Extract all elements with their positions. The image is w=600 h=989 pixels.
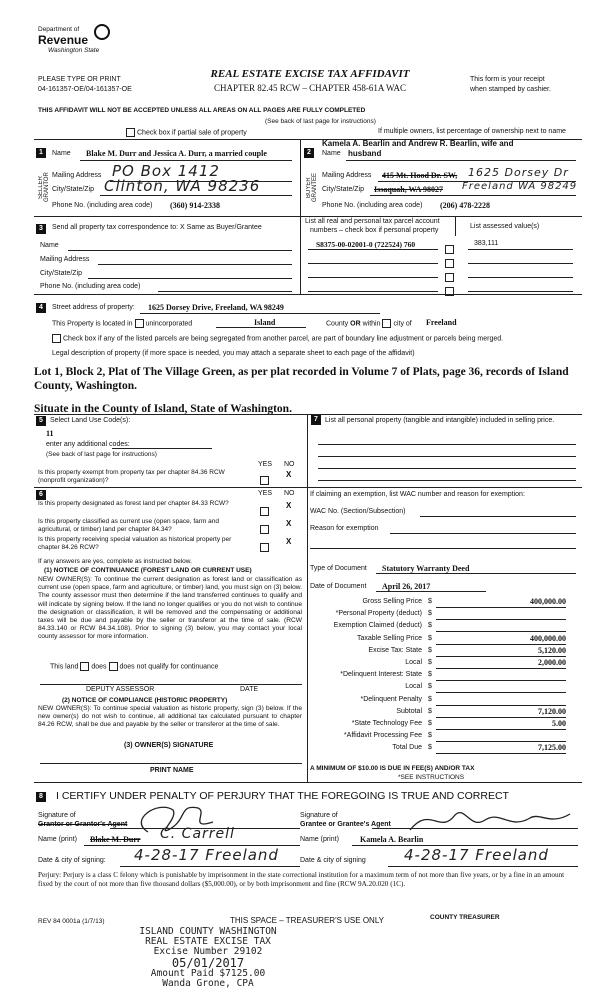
tax-row-currency: $ (428, 634, 432, 642)
tax-row-line (436, 668, 566, 669)
tax-row-line (436, 692, 566, 693)
s3-city-label: City/State/Zip (40, 270, 83, 277)
grantee-name-label: Name (print) (300, 836, 339, 843)
located-row (52, 319, 192, 328)
tax-row-currency: $ (428, 671, 432, 679)
tax-row-line (436, 753, 566, 754)
stamp-line: Wanda Grone, CPA (162, 978, 254, 989)
county-treasurer: COUNTY TREASURER (430, 914, 500, 921)
tax-row-label: *State Technology Fee (351, 720, 422, 727)
section-5-number: 5 (36, 416, 46, 426)
s5-see-back: (See back of last page for instructions) (46, 451, 157, 458)
tax-row-currency: $ (428, 732, 432, 740)
notice1-title: (1) NOTICE OF CONTINUANCE (FOREST LAND OR CURRENT USE) (44, 567, 252, 574)
situate[interactable]: Situate in the County of Island, State of Washington. (34, 403, 292, 415)
tax-row-label: Local (405, 659, 422, 666)
tax-row-label: Excise Tax: State (368, 646, 422, 654)
segregated-checkbox[interactable] (52, 334, 61, 343)
grantee-date[interactable]: 4-28-17 Freeland (404, 846, 549, 864)
q3: Is this property receiving special valuation as historical property per chapter 84.26 RCW? (38, 536, 232, 551)
does-checkbox[interactable] (80, 662, 89, 671)
seller-phone-label: Phone No. (including area code) (52, 202, 153, 209)
section-7-number: 7 (311, 415, 321, 425)
q1-yes-checkbox[interactable] (260, 507, 269, 516)
stamp-line: 05/01/2017 (171, 956, 245, 970)
stamp-line: Amount Paid $7125.00 (150, 968, 266, 979)
tax-row-currency: $ (428, 744, 432, 752)
tax-row-value[interactable]: 2,000.00 (538, 658, 566, 667)
multiple-owners: If multiple owners, list percentage of ownership next to name (378, 128, 566, 135)
city-checkbox[interactable] (382, 319, 391, 328)
doc-type[interactable]: Statutory Warranty Deed (382, 564, 470, 573)
logo-line1: Department of (38, 26, 80, 33)
grantor-name-label: Name (print) (38, 836, 77, 843)
tax-row-label: Subtotal (396, 707, 422, 715)
print-name-label: PRINT NAME (150, 767, 194, 774)
tax-row-label: Taxable Selling Price (357, 634, 422, 642)
tax-row-line (436, 729, 566, 730)
buyer-mail[interactable]: 1625 Dorsey Dr (468, 166, 569, 179)
personal-property-checkbox[interactable] (445, 273, 454, 282)
tax-row-value[interactable]: 7,125.00 (538, 743, 566, 753)
form-numbers: 04-161357-OE/04-161357-OE (38, 86, 132, 93)
county-label: County (326, 320, 349, 328)
q3-yes-checkbox[interactable] (260, 543, 269, 552)
does-label: does (91, 663, 107, 671)
tax-row-label: Gross Selling Price (362, 598, 422, 605)
buyer-mail-label: Mailing Address (322, 172, 372, 179)
street-address[interactable]: 1625 Dorsey Drive, Freeland, WA 98249 (148, 303, 284, 312)
buyer-name-line1[interactable]: Kamela A. Bearlin and Andrew R. Bearlin, wife and (322, 139, 514, 148)
notice2-title: (2) NOTICE OF COMPLIANCE (HISTORIC PROPERTY) (62, 697, 228, 704)
buyer-mail-struck: 415 Mt. Hood Dr. SW, (382, 171, 458, 180)
street-label: Street address of property: (52, 304, 135, 311)
does-not-checkbox[interactable] (109, 662, 118, 671)
tax-row-label: Exemption Claimed (deduct) (333, 622, 422, 630)
form-subtitle: CHAPTER 82.45 RCW – CHAPTER 458-61A WAC (214, 83, 406, 93)
section-1-number: 1 (36, 148, 46, 158)
seller-city-label: City/State/Zip (52, 186, 95, 193)
seller-name-label: Name (52, 150, 71, 157)
doc-date-label: Date of Document (310, 583, 367, 590)
rev-number: REV 84 0001a (1/7/13) (38, 918, 105, 925)
tax-row-line (436, 717, 566, 718)
tax-row-line (436, 656, 566, 657)
grantor-sig-prefix: Signature of (38, 812, 76, 819)
perjury: Perjury: Perjury is a class C felony which is punishable by imprisonment in the state correctional institution for a maximum term of not more than five years, or by a fine in an amount fixed by the court of not more than five thousand dollars ($5,000.00), or by both imprisonment and fine (RCW 9A.20.020 (1C). (38, 871, 565, 888)
grantor-sig-label (38, 811, 127, 829)
s5-no: NO (284, 461, 295, 468)
section-2-number: 2 (304, 148, 314, 158)
tax-row-value[interactable]: 7,120.00 (538, 706, 566, 716)
assessed-value[interactable]: 383,111 (474, 240, 499, 247)
grantee-name[interactable]: Kamela A. Bearlin (360, 835, 424, 844)
or-label: OR (350, 320, 361, 328)
exempt-answer[interactable]: X (286, 470, 292, 479)
notice1-text: NEW OWNER(S): To continue the current designation as forest land or classification as current use (open space, farm and agriculture, or timber) land, you must sign on (3) below. The county assessor must then determine if the land transferred continues to qualify and will indicate by signing below. If the land no longer qualifies or you do not wish to continue the designation or classification, it will be removed and the compensating or additional taxes will be due and payable by the seller or transferor at the time of sale. (RCW 84.33.140 or RCW 84.34.108). Prior to signing (3) below, you may contact your local county assessor for more information. (38, 576, 302, 641)
tax-row-label: *Delinquent Interest: State (340, 671, 422, 679)
doc-date[interactable]: April 26, 2017 (382, 582, 431, 591)
logo-line3: Washington State (48, 47, 100, 54)
notice2-text: NEW OWNER(S): To continue special valuation as historic property, sign (3) below. If the new owner(s) do not wish to continue, all additional tax calculated pursuant to chapter 84.26 RCW, shall be due and payable by the seller or transferor at the time of sale. (38, 705, 302, 729)
section-8-number: 8 (36, 792, 46, 802)
section3-label (52, 224, 262, 231)
seller-mail-label: Mailing Address (52, 172, 102, 179)
section-6-number: 6 (36, 490, 46, 500)
buyer-city-label: City/State/Zip (322, 186, 365, 193)
receipt-line1: This form is your receipt (470, 76, 545, 83)
q2-yes-checkbox[interactable] (260, 525, 269, 534)
tax-row-currency: $ (428, 659, 432, 666)
stamp-line: ISLAND COUNTY WASHINGTON (139, 926, 277, 937)
within-label: within (362, 320, 381, 328)
s3-mail-label: Mailing Address (40, 256, 90, 263)
tax-table (310, 598, 580, 758)
if-yes: If any answers are yes, complete as instructed below. (38, 558, 192, 565)
grantee-date-label: Date & city of signing (300, 857, 366, 864)
q1: Is this property designated as forest land per chapter 84.33 RCW? (38, 500, 229, 507)
s3-name-label: Name (40, 242, 59, 249)
tax-row-label: *Delinquent Penalty (360, 695, 422, 703)
tax-row-label: Local (405, 683, 422, 691)
tax-row-value[interactable]: 400,000.00 (530, 597, 566, 606)
s3-phone-label: Phone No. (including area code) (40, 283, 141, 290)
doc-type-label: Type of Document (310, 565, 367, 572)
tax-row-value[interactable]: 400,000.00 (530, 633, 566, 643)
does-not-label: does not qualify for continuance (119, 663, 219, 671)
s6-yes: YES (258, 490, 273, 497)
land-use-label: Select Land Use Code(s): (50, 417, 131, 424)
stamp-line: Excise Number 29102 (153, 946, 263, 957)
receipt-line2: when stamped by cashier. (470, 86, 551, 93)
grantor-date-label: Date & city of signing: (38, 857, 106, 864)
assessed-header: List assessed value(s) (470, 223, 540, 230)
tax-row-currency: $ (428, 695, 432, 703)
form-title: REAL ESTATE EXCISE TAX AFFIDAVIT (210, 68, 410, 80)
seller-city[interactable]: Clinton, WA 98236 (104, 177, 261, 195)
checkbox-icon (126, 128, 135, 137)
tax-row-currency: $ (428, 622, 432, 630)
minimum-due: A MINIMUM OF $10.00 IS DUE IN FEE(S) AND/OR TAX (310, 765, 475, 772)
tax-row-line (436, 631, 566, 632)
wac-label: WAC No. (Section/Subsection) (310, 508, 406, 515)
grantee-sig-prefix: Signature of (300, 812, 338, 819)
grantee-signature[interactable] (400, 800, 580, 840)
county-value[interactable]: Island (254, 318, 276, 327)
q2: Is this property classified as current use (open space, farm and agricultural, or timber) land per chapter 84.34? (38, 518, 220, 533)
certify: I CERTIFY UNDER PENALTY OF PERJURY THAT THE FOREGOING IS TRUE AND CORRECT (56, 790, 509, 802)
s6-no: NO (284, 490, 295, 497)
segregated-label: Check box if any of the listed parcels are being segregated from another parcel, are part of boundary line adjustment or parcels being merged. (63, 335, 504, 343)
grantor-agent-label: Grantor or Grantor's Agent (38, 821, 128, 828)
deputy-assessor: DEPUTY ASSESSOR (86, 686, 155, 693)
legal-label: Legal description of property (if more space is needed, you may attach a separate sheet to each page of the affidavit) (52, 350, 415, 357)
exemption-label: If claiming an exemption, list WAC number and reason for exemption: (310, 491, 525, 498)
s5-yes: YES (258, 461, 273, 468)
see-instructions: *SEE INSTRUCTIONS (398, 774, 465, 781)
tax-row-currency: $ (428, 683, 432, 691)
tax-row-currency: $ (428, 720, 432, 727)
treasurer-space: THIS SPACE – TREASURER'S USE ONLY (230, 916, 385, 925)
seller-mail[interactable]: PO Box 1412 (112, 162, 220, 180)
buyer-phone[interactable]: (206) 478-2228 (440, 201, 490, 210)
buyer-side-label: BUYER GRANTEE (306, 173, 318, 203)
city-of-label: city of (393, 320, 412, 328)
grantor-hand-name[interactable]: C. Carrell (160, 826, 235, 842)
tax-row-currency: $ (428, 610, 432, 618)
q1-answer[interactable]: X (286, 501, 292, 510)
tax-row-currency: $ (428, 598, 432, 605)
tax-row-line (436, 741, 566, 742)
tax-row-line (436, 607, 566, 608)
see-back: (See back of last page for instructions) (265, 118, 376, 125)
tax-row-label: *Personal Property (deduct) (335, 610, 422, 618)
exempt-yes-checkbox[interactable] (260, 476, 269, 485)
partial-sale-checkbox[interactable] (126, 128, 247, 137)
seller-phone[interactable]: (360) 914-2338 (170, 201, 220, 210)
deputy-date: DATE (240, 686, 259, 693)
tax-row-line (436, 680, 566, 681)
segregated-row (52, 334, 503, 343)
logo-mark-icon (94, 24, 110, 40)
unincorporated-checkbox[interactable] (135, 319, 144, 328)
personal-property-checkbox[interactable] (445, 245, 454, 254)
grantor-date[interactable]: 4-28-17 Freeland (134, 846, 279, 864)
continuance-row (50, 662, 218, 671)
legal-description[interactable]: Lot 1, Block 2, Plat of The Village Green, as per plat recorded in Volume 7 of Plats, page 36, records of Island County, Washington. (34, 366, 569, 392)
partial-sale-label: Check box if partial sale of property (137, 129, 247, 137)
tax-row-line (436, 705, 566, 706)
parcel-rows (308, 238, 578, 294)
parcel-header1: List all real and personal tax parcel account (305, 218, 440, 225)
tax-row-value[interactable]: 5,120.00 (538, 645, 566, 655)
grantee-agent-label: Grantee or Grantee's Agent (300, 821, 391, 828)
parcel-header2: numbers – check box if personal property (310, 227, 439, 234)
land-use-code[interactable]: 11 (46, 429, 54, 438)
county-row (326, 319, 412, 328)
tax-row-label: Total Due (392, 744, 422, 752)
buyer-city-struck: Issaquah, WA 98027 (374, 185, 443, 194)
parcel-number[interactable]: S8375-00-02001-0 (722524) 760 (316, 240, 416, 249)
located-label: This Property is located in (52, 320, 133, 328)
stamp-line: REAL ESTATE EXCISE TAX (145, 936, 271, 947)
this-land-label: This land (50, 663, 79, 671)
additional-codes: enter any additional codes: (46, 441, 130, 448)
buyer-city[interactable]: Freeland WA 98249 (462, 181, 578, 192)
logo (38, 24, 118, 56)
q2-answer[interactable]: X (286, 519, 292, 528)
buyer-phone-label: Phone No. (including area code) (322, 202, 423, 209)
section-4-number: 4 (36, 303, 46, 313)
seller-side-label: SELLER GRANTOR (38, 172, 50, 203)
city-value[interactable]: Freeland (426, 318, 457, 327)
seller-name[interactable]: Blake M. Durr and Jessica A. Durr, a married couple (86, 149, 267, 158)
tax-row-value[interactable]: 5.00 (552, 719, 566, 728)
tax-row-currency: $ (428, 707, 432, 715)
treasurer-stamp (118, 927, 298, 989)
grantee-sig-label (300, 811, 391, 829)
reason-label: Reason for exemption (310, 525, 379, 532)
buyer-name-label: Name (322, 150, 341, 157)
unincorporated-label: unincorporated (145, 320, 193, 328)
q3-answer[interactable]: X (286, 537, 292, 546)
logo-line2: Revenue (38, 33, 89, 47)
section3-same-as[interactable]: X Same as Buyer/Grantee (180, 224, 262, 231)
owner-signature-label: (3) OWNER(S) SIGNATURE (124, 742, 214, 749)
warning: THIS AFFIDAVIT WILL NOT BE ACCEPTED UNLESS ALL AREAS ON ALL PAGES ARE FULLY COMPLETED (38, 107, 366, 114)
tax-row-line (436, 619, 566, 620)
exempt-question: Is this property exempt from property tax per chapter 84.36 RCW (nonprofit organization)? (38, 469, 225, 484)
tax-row-currency: $ (428, 646, 432, 654)
personal-property-label: List all personal property (tangible and intangible) included in selling price. (325, 417, 555, 424)
personal-property-checkbox[interactable] (445, 259, 454, 268)
tax-row-label: *Affidavit Processing Fee (343, 732, 422, 740)
tax-row-line (436, 644, 566, 645)
please-type: PLEASE TYPE OR PRINT (38, 76, 121, 83)
section3-send-label: Send all property tax correspondence to: (52, 224, 179, 231)
section-3-number: 3 (36, 224, 46, 234)
buyer-name-line2[interactable]: husband (348, 149, 382, 158)
grantor-name[interactable]: Blake M. Durr (90, 835, 141, 844)
